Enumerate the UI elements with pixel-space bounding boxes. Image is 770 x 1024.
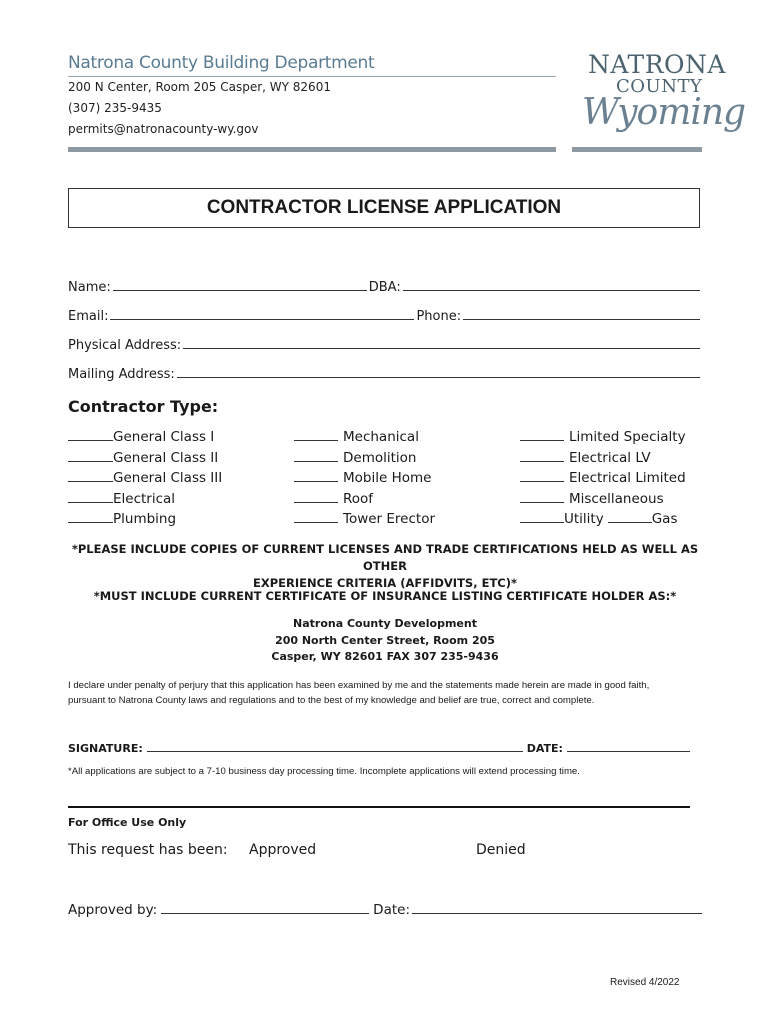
- checkbox-blank[interactable]: [294, 449, 338, 462]
- contractor-type-option[interactable]: Electrical: [68, 489, 222, 510]
- request-status-text: This request has been:: [68, 842, 228, 858]
- contractor-type-option[interactable]: Miscellaneous: [520, 489, 686, 510]
- holder-city-fax: Casper, WY 82601 FAX 307 235-9436: [271, 650, 499, 663]
- form-title: CONTRACTOR LICENSE APPLICATION: [68, 188, 700, 228]
- processing-note: *All applications are subject to a 7-10 business day processing time. Incomplete applications will extend processing time.: [68, 766, 580, 777]
- contractor-type-option[interactable]: Roof: [294, 489, 435, 510]
- holder-name: Natrona County Development: [293, 617, 477, 630]
- county-logo-natrona: NATRONA: [588, 50, 726, 79]
- checkbox-blank[interactable]: [294, 510, 338, 523]
- dba-label: DBA:: [368, 280, 401, 295]
- signature-field[interactable]: [147, 740, 523, 752]
- signature-label: SIGNATURE:: [68, 742, 143, 755]
- physical-address-label: Physical Address:: [68, 338, 182, 353]
- approved-by-row: [68, 901, 702, 918]
- checkbox-blank[interactable]: [520, 469, 564, 482]
- mailing-address-label: Mailing Address:: [68, 367, 175, 382]
- county-logo-wyoming: Wyoming: [582, 92, 746, 133]
- checkbox-blank[interactable]: [68, 428, 113, 441]
- checkbox-blank[interactable]: [68, 510, 113, 523]
- phone-field[interactable]: [463, 307, 700, 320]
- name-label: Name:: [68, 280, 111, 295]
- contractor-type-option[interactable]: Tower Erector: [294, 509, 435, 530]
- county-logo-county: COUNTY: [616, 76, 703, 97]
- office-date-label: Date:: [373, 902, 410, 918]
- email-field[interactable]: [110, 307, 414, 320]
- contractor-type-heading: Contractor Type:: [68, 397, 219, 416]
- utility-checkbox-blank[interactable]: [520, 510, 564, 523]
- holder-street: 200 North Center Street, Room 205: [275, 633, 495, 647]
- contractor-type-column-3: [520, 427, 686, 530]
- mailing-address-row: [68, 365, 702, 382]
- contractor-type-option[interactable]: Mechanical: [294, 427, 435, 448]
- revision-date: Revised 4/2022: [610, 977, 680, 988]
- header-divider: [68, 76, 556, 77]
- gas-checkbox-blank[interactable]: [608, 510, 652, 523]
- gas-label: Gas: [651, 511, 678, 527]
- checkbox-blank[interactable]: [520, 428, 564, 441]
- checkbox-blank[interactable]: [68, 469, 113, 482]
- physical-address-field[interactable]: [183, 336, 700, 349]
- dba-field[interactable]: [403, 278, 700, 291]
- name-field[interactable]: [113, 278, 367, 291]
- physical-address-row: [68, 336, 702, 353]
- contractor-type-option[interactable]: General Class I: [68, 427, 222, 448]
- declaration-text: I declare under penalty of perjury that this application has been examined by me and the statements made herein are made in good faith, pursuant to Natrona County laws and regulations and to the best of my knowledge and belief are true, correct and complete.: [68, 680, 650, 706]
- insurance-notice: *MUST INCLUDE CURRENT CERTIFICATE OF INSURANCE LISTING CERTIFICATE HOLDER AS:*: [93, 589, 677, 603]
- checkbox-blank[interactable]: [294, 490, 338, 503]
- contractor-type-column-1: [68, 427, 222, 530]
- mailing-address-field[interactable]: [177, 365, 700, 378]
- office-use-divider: [68, 806, 690, 808]
- licenses-notice: *PLEASE INCLUDE COPIES OF CURRENT LICENSES AND TRADE CERTIFICATIONS HELD AS WELL AS OTHER EXPERIENCE CRITERIA (AFFIDVITS, ETC)*: [71, 542, 699, 590]
- checkbox-blank[interactable]: [294, 469, 338, 482]
- checkbox-blank[interactable]: [68, 449, 113, 462]
- checkbox-blank[interactable]: [520, 449, 564, 462]
- office-use-label: For Office Use Only: [68, 816, 187, 829]
- email-phone-row: [68, 307, 702, 324]
- header-bar-left: [68, 147, 556, 152]
- approved-by-field[interactable]: [161, 901, 369, 914]
- checkbox-blank[interactable]: [520, 490, 564, 503]
- approved-option[interactable]: Approved: [249, 842, 317, 858]
- contractor-type-option[interactable]: Mobile Home: [294, 468, 435, 489]
- signature-date-label: DATE:: [526, 742, 563, 755]
- name-dba-row: [68, 278, 702, 295]
- office-date-field[interactable]: [412, 901, 702, 914]
- signature-row: [68, 740, 690, 755]
- contractor-type-option[interactable]: Limited Specialty: [520, 427, 686, 448]
- department-email: permits@natronacounty-wy.gov: [68, 122, 259, 136]
- checkbox-blank[interactable]: [294, 428, 338, 441]
- certificate-holder-block: [68, 616, 702, 666]
- approved-by-label: Approved by:: [68, 902, 158, 918]
- contractor-type-option[interactable]: Electrical Limited: [520, 468, 686, 489]
- contractor-type-option[interactable]: General Class III: [68, 468, 222, 489]
- contractor-type-option[interactable]: Demolition: [294, 448, 435, 469]
- email-label: Email:: [68, 309, 109, 324]
- utility-label: Utility: [564, 511, 604, 527]
- department-address: 200 N Center, Room 205 Casper, WY 82601: [68, 80, 331, 94]
- denied-option[interactable]: Denied: [476, 842, 526, 858]
- department-title: Natrona County Building Department: [68, 53, 375, 73]
- signature-date-field[interactable]: [567, 740, 690, 752]
- department-phone: (307) 235-9435: [68, 101, 162, 115]
- header-bar-right: [572, 147, 702, 152]
- contractor-type-column-2: [294, 427, 435, 530]
- contractor-type-option[interactable]: Electrical LV: [520, 448, 686, 469]
- checkbox-blank[interactable]: [68, 490, 113, 503]
- contractor-type-option[interactable]: General Class II: [68, 448, 222, 469]
- phone-label: Phone:: [416, 309, 462, 324]
- contractor-type-utility-gas: [520, 509, 686, 530]
- contractor-type-option[interactable]: Plumbing: [68, 509, 222, 530]
